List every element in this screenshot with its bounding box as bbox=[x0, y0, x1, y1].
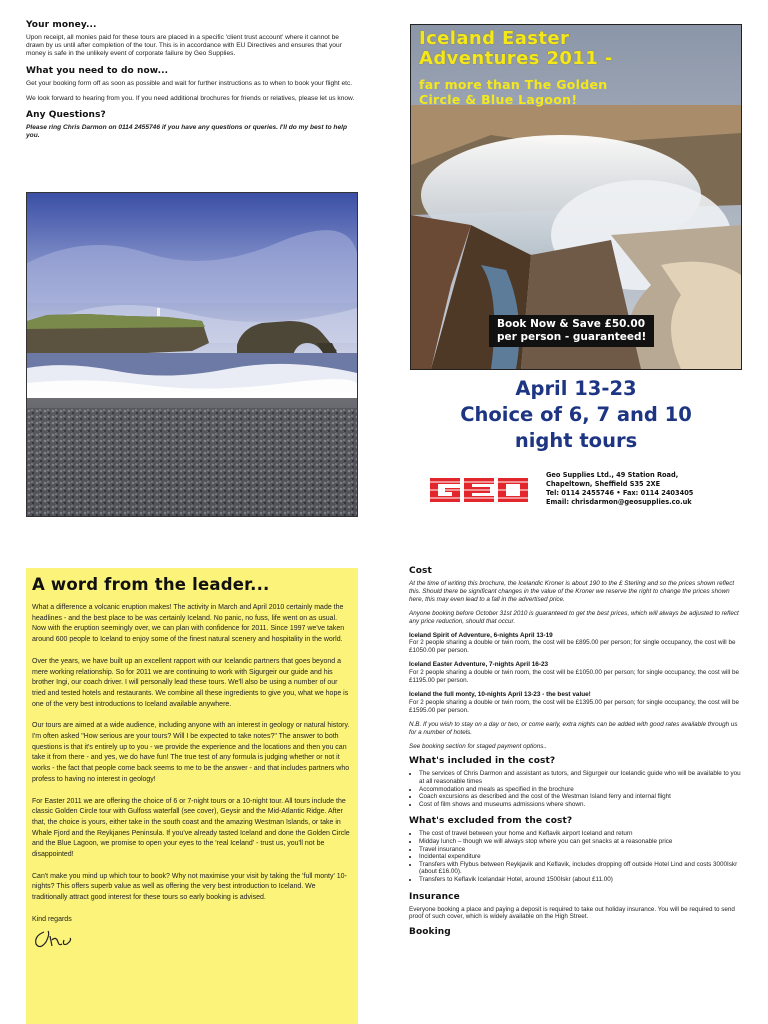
cover-image bbox=[410, 24, 742, 370]
leader-heading: A word from the leader... bbox=[32, 575, 270, 594]
list-item: • Cost of film shows and museums admissions where shown. bbox=[419, 801, 742, 809]
cover-subtitle bbox=[419, 77, 719, 107]
cost-heading: Cost bbox=[409, 566, 432, 576]
cover-title-line1: Iceland Easter bbox=[419, 28, 570, 49]
tour-1-title: Iceland Spirit of Adventure, 6-nights April 13-19 bbox=[409, 631, 553, 639]
insurance-text: Everyone booking a place and paying a deposit is required to take out holiday insurance. You will be required to send proof of such cover, which is widely available on the High Street. bbox=[409, 905, 735, 921]
leader-paragraph-5: Can't make you mind up which tour to book? Why not maximise your visit by taking the 'full monty' 10-nights? This offers superb value as well as offering the very best introduction to Iceland. We traditionally attract good interest for these tours so early booking is advised. bbox=[32, 872, 347, 902]
leader-box bbox=[26, 568, 358, 1024]
cost-nb: N.B. If you wish to stay on a day or two, or come early, extra nights can be added with good rates available through us for a number of hotels. bbox=[409, 720, 738, 736]
list-item: • Travel insurance bbox=[419, 846, 742, 854]
geo-logo bbox=[428, 474, 530, 506]
money-heading: Your money... bbox=[26, 20, 97, 30]
included-list bbox=[409, 770, 742, 808]
money-text: Upon receipt, all monies paid for these tours are placed in a specific 'client trust account' where it cannot be drawn by us until after completion of the tour. This is in accordance with EU Directives and ensures that your money is safe in the unlikely event of corporate failure by Geo Supplies. bbox=[26, 34, 342, 58]
list-item: • Midday lunch – though we will always stop where you can get snacks at a reasonable price bbox=[419, 838, 742, 846]
insurance-heading: Insurance bbox=[409, 891, 460, 902]
excluded-list bbox=[409, 830, 742, 883]
offer-badge bbox=[489, 315, 654, 347]
leader-paragraph-4: For Easter 2011 we are offering the choice of 6 or 7-night tours or a 10-night tour. All tours include the classic Golden Circle tour with Gulfoss waterfall (see cover), Geysir and the Mid-Atlantic Ridge. After that, the choice is yours, either take in the south coast and the amazing Westman Islands, or take in Whale Fjord and the Reykjanes Peninsula. If you've already tasted Iceland and done the Golden Circle and the Blue Lagoon, we promise to open your eyes to the 'real Iceland' - trust us, you'll not be disappointed! bbox=[32, 797, 350, 859]
list-item: • Transfers to Keflavik Icelandair Hotel, around 1500Iskr (about £11.00) bbox=[419, 876, 742, 884]
left-top-section bbox=[26, 20, 356, 140]
phone-fax: Tel: 0114 2455746 • Fax: 0114 2403405 bbox=[546, 488, 694, 497]
cover-title bbox=[419, 29, 613, 69]
questions-heading: Any Questions? bbox=[26, 110, 106, 121]
dates-line3: night tours bbox=[514, 429, 638, 452]
tour-3-title: Iceland the full monty, 10-nights April 13-23 - the best value! bbox=[409, 690, 591, 698]
leader-signoff: Kind regards bbox=[32, 915, 72, 923]
address-line2: Chapeltown, Sheffield S35 2XE bbox=[546, 479, 661, 488]
company-address bbox=[546, 471, 693, 507]
excluded-heading: What's excluded from the cost? bbox=[409, 816, 573, 827]
dates-line1: April 13-23 bbox=[515, 377, 637, 400]
list-item: • Transfers with Flybus between Reykjavik and Keflavik, includes dropping off outside Hotel Lind and costs 3000Iskr (about £16.00). bbox=[419, 861, 742, 876]
cover-subtitle-line2: Circle & Blue Lagoon! bbox=[419, 92, 578, 107]
tour-2-text: For 2 people sharing a double or twin room, the cost will be £1050.00 per person; for single occupancy, the cost will be £1195.00 per person. bbox=[409, 669, 739, 685]
todo-heading: What you need to do now... bbox=[26, 65, 169, 76]
tour-dates bbox=[410, 376, 742, 454]
cost-intro-1: At the time of writing this brochure, the Icelandic Kroner is about 190 to the £ Sterling and so the prices shown reflect this. Should there be significant changes in the value of the Kroner we reserve the right to change the prices shown here, this may even lead to a fall in the advertised price. bbox=[409, 580, 735, 603]
cost-intro-2: Anyone booking before October 31st 2010 is guaranteed to get the best prices, which will always be adjusted to reflect any price reduction, should that occur. bbox=[409, 609, 739, 625]
booking-heading: Booking bbox=[409, 927, 451, 938]
tour-2-title: Iceland Easter Adventure, 7-nights April 16-23 bbox=[409, 661, 549, 669]
address-line1: Geo Supplies Ltd., 49 Station Road, bbox=[546, 471, 679, 479]
list-item: • The services of Chris Darmon and assistant as tutors, and Sigurgeir our Icelandic guide who will be available to you at all reasonable times bbox=[419, 770, 742, 785]
cost-column bbox=[409, 566, 742, 941]
cover-subtitle-line1: far more than The Golden bbox=[419, 77, 608, 92]
leader-paragraph-2: Over the years, we have built up an excellent rapport with our Icelandic partners that goes beyond a mere working relationship. So for 2011 we are continuing to work with Sigurgeir our guide and his brother Ingi, our coach driver. I will personally lead these tours. We'll also be using a number of our tried and tested hotels and restaurants. We combine all these ingredients to give you, what we hope is one of the very best introductions to Iceland available anywhere. bbox=[32, 657, 349, 708]
email[interactable]: Email: chrisdarmon@geosupplies.co.uk bbox=[546, 497, 692, 506]
dates-line2: Choice of 6, 7 and 10 bbox=[460, 403, 692, 426]
todo-text-2: We look forward to hearing from you. If you need additional brochures for friends or relatives, please let us know. bbox=[26, 94, 355, 102]
leader-paragraph-1: What a difference a volcanic eruption makes! The activity in March and April 2010 certainly made the headlines - and the best place to be was certainly Iceland. No panic, no fuss, life went on as usual. Now with the eruption seemingly over, we can plan with confidence for 2011. Since 1997 we've taken around 600 people to Iceland to enjoy some of the finest natural scenery and hospitality in the world. bbox=[32, 604, 345, 644]
offer-line1: Book Now & Save £50.00 bbox=[497, 318, 646, 330]
list-item: • The cost of travel between your home and Keflavik airport Iceland and return bbox=[419, 830, 742, 838]
signature bbox=[32, 928, 92, 950]
list-item: • Accommodation and meals as specified in the brochure bbox=[419, 786, 742, 794]
included-heading: What's included in the cost? bbox=[409, 756, 556, 767]
tour-3-text: For 2 people sharing a double or twin room, the cost will be £1395.00 per person; for single occupancy, the cost will be £1595.00 per person. bbox=[409, 698, 739, 714]
offer-line2: per person - guaranteed! bbox=[497, 331, 647, 343]
todo-text-1: Get your booking form off as soon as possible and wait for further instructions as to when to book your flight etc. bbox=[26, 79, 353, 87]
list-item: • Incidental expenditure bbox=[419, 853, 742, 861]
leader-paragraph-3: Our tours are aimed at a wide audience, including anyone with an interest in geology or natural history. I'm often asked "How serious are your tours? Will I be expected to take notes?" The answer to both questions is that it's entirely up to you - we provide the experience and the locations and then you can take it from there - and yes, we do have fun! The true test of any formula is judging whether or not it works - the fact that people come back seems to me to be the answer - and that includes partners who profess to having no interest in geology! bbox=[32, 722, 350, 783]
coast-photo bbox=[26, 192, 358, 517]
tour-1-text: For 2 people sharing a double or twin room, the cost will be £895.00 per person; for single occupancy, the cost will be £1050.00 per person. bbox=[409, 639, 736, 655]
cost-see-booking: See booking section for staged payment options.. bbox=[409, 742, 547, 750]
cover-title-line2: Adventures 2011 - bbox=[419, 48, 613, 69]
questions-text: Please ring Chris Darmon on 0114 2455746 if you have any questions or queries. I'll do my best to help you. bbox=[26, 124, 347, 140]
list-item: • Coach excursions as described and the cost of the Westman Island ferry and internal flight bbox=[419, 793, 742, 801]
